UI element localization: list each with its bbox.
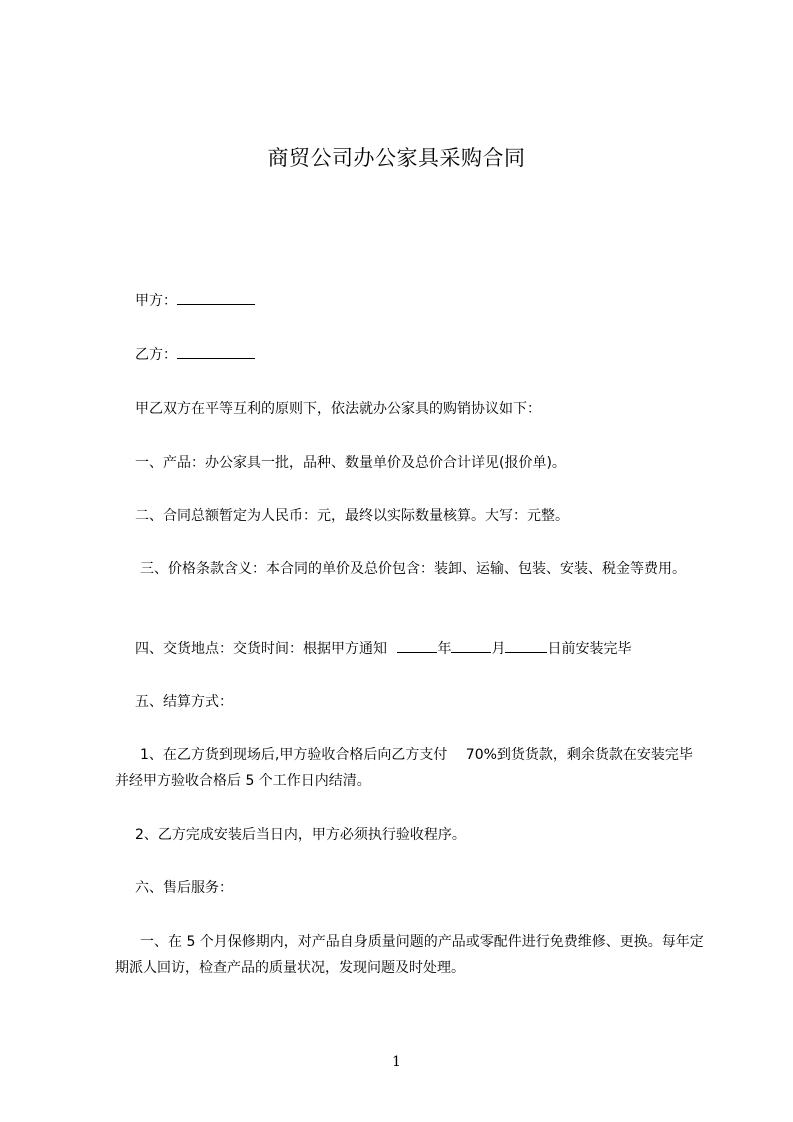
- party-a-blank: [177, 290, 255, 305]
- page-number: 1: [392, 1054, 401, 1070]
- clause-4-month: 月: [491, 641, 506, 657]
- clause-1: 一、产品：办公家具一批，品种、数量单价及总价合计详见(报价单)。: [135, 455, 566, 471]
- day-blank: [505, 638, 547, 653]
- clause-5-2: 2、乙方完成安装后当日内，甲方必须执行验收程序。: [135, 827, 466, 843]
- clause-2: 二、合同总额暂定为人民币：元，最终以实际数量核算。大写：元整。: [135, 508, 569, 524]
- clause-4: [115, 636, 705, 662]
- year-blank: [397, 638, 437, 653]
- intro-paragraph: 甲乙双方在平等互利的原则下，依法就办公家具的购销协议如下：: [135, 401, 541, 417]
- clause-3: 三、价格条款含义：本合同的单价及总价包含：装卸、运输、包装、安装、税金等费用。: [140, 561, 686, 577]
- party-b-line: [115, 342, 705, 368]
- clause-5: 五、结算方式：: [135, 694, 233, 710]
- clause-4-year: 年: [437, 641, 452, 657]
- clause-6-1: 一、在 5 个月保修期内，对产品自身质量问题的产品或零配件进行免费维修、更换。每年定期派人回访，检查产品的质量状况，发现问题及时处理。: [115, 934, 704, 976]
- party-b-label: 乙方：: [135, 347, 177, 363]
- party-a-line: [115, 288, 705, 314]
- clause-4-suffix: 日前安装完毕: [547, 641, 632, 657]
- month-blank: [451, 638, 491, 653]
- document-title: 商贸公司办公家具采购合同: [267, 146, 526, 170]
- party-b-blank: [177, 344, 255, 359]
- party-a-label: 甲方：: [135, 293, 177, 309]
- clause-4-prefix: 四、交货地点：交货时间：根据甲方通知: [135, 641, 387, 657]
- clause-5-1: 1、在乙方货到现场后,甲方验收合格后向乙方支付 70%到货货款，剩余货款在安装完毕并经甲方验收合格后 5 个工作日内结清。: [115, 747, 693, 789]
- clause-6: 六、售后服务：: [135, 880, 233, 896]
